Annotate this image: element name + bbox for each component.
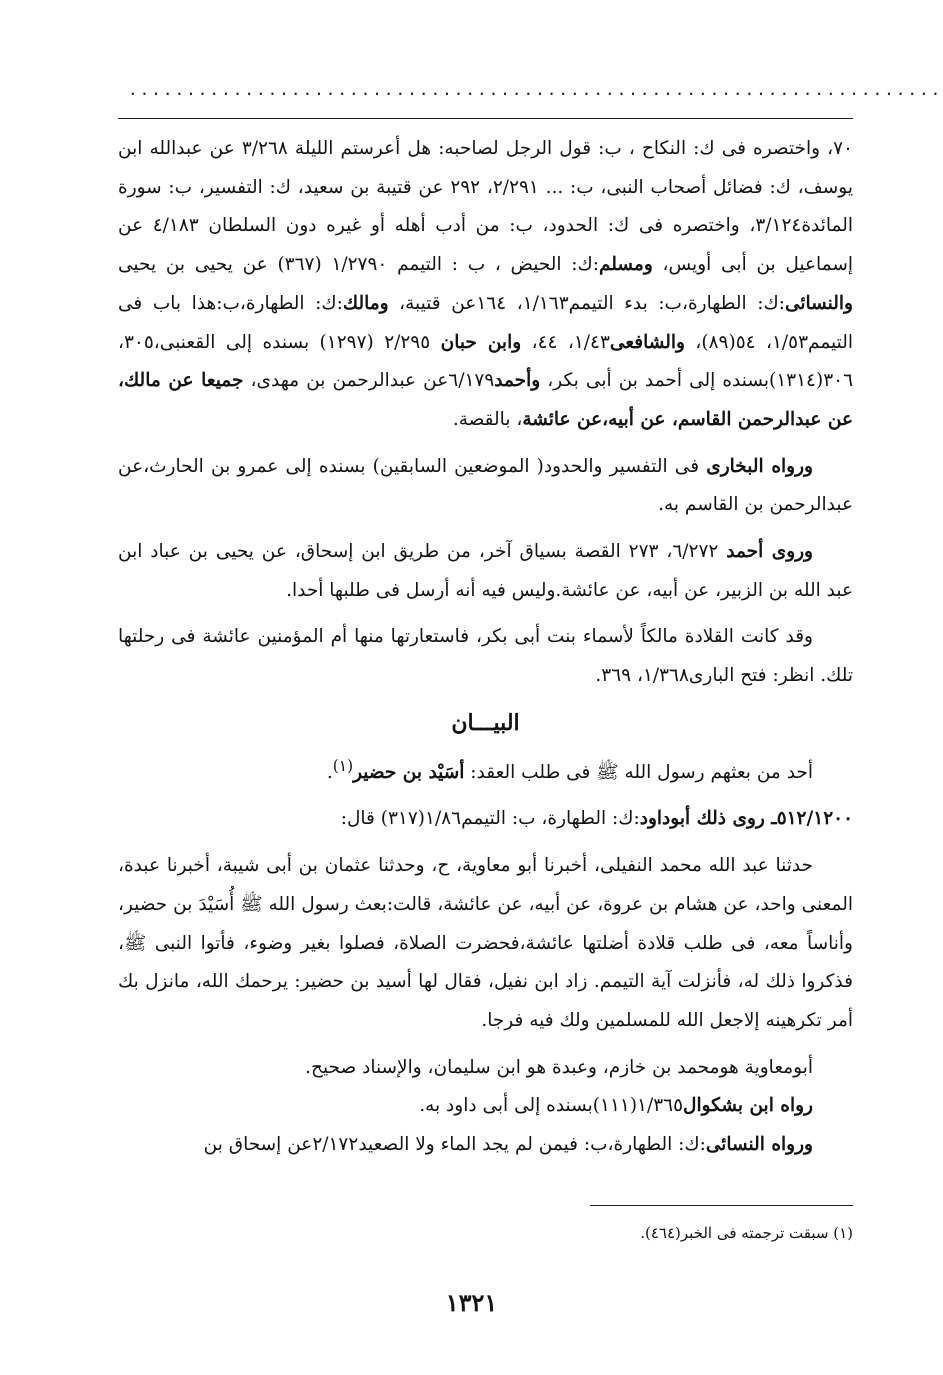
paragraph-references: ٧٠، واختصره فى ك: النكاح ، ب: قول الرجل لصاحبه: هل أعرستم الليلة ٣/٢٦٨ عن عبدالله ابن يوسف، ك: فضائل أصحاب النبى، ب: ... ٢/٢٩١، ٢٩٢ عن قتيبة بن سعيد، ك: التفسير، ب: سورة المائدة٣/١٢٤، واختصره فى ك: الحدود، ب: من أدب أهله أو غيره دون السلطان ٤/١٨٣ عن إسماعيل بن أبى أويس، ومسلم:ك: الحيض ، ب : التيمم ١/٢٧٩٠ (٣٦٧) عن يحيى بن يحيى والنسائى:ك: الطهارة،ب: بدء التيمم١/١٦٣، ١٦٤عن قتيبة، ومالك:ك: الطهارة،ب:هذا باب فى التيمم١/٥٣، ٥٤(٨٩)، والشافعى١/٤٣، ٤٤، وابن حبان ٢/٢٩٥ (١٢٩٧) بسنده إلى القعنبى،٣٠٥، ٣٠٦(١٣١٤)بسنده إلى أحمد بن أبى بكر، وأحمد٦/١٧٩عن عبدالرحمن بن مهدى، جميعا عن مالك، عن عبدالرحمن القاسم، عن أبيه،عن عائشة، بالقصة. bbox=[118, 138, 854, 430]
paragraph-ibn-bashkuwal: رواه ابن بشكوال١/٣٦٥(١١١)بسنده إلى أبى داود به. bbox=[419, 1095, 813, 1117]
paragraph-nasai: ورواه النسائى:ك: الطهارة،ب: فيمن لم يجد الماء ولا الصعيد٢/١٧٢عن إسحاق بن bbox=[203, 1134, 813, 1156]
paragraph-hadith-number: ٥١٢/١٢٠٠ـ روى ذلك أبوداود:ك: الطهارة، ب: التيمم١/٨٦(٣١٧) قال: bbox=[340, 808, 853, 830]
paragraph-necklace: وقد كانت القلادة مالكاً لأسماء بنت أبى بكر، فاستعارتها منها أم المؤمنين عائشة فى رحلتها تلك. انظر: فتح البارى١/٣٦٨، ٣٦٩. bbox=[118, 626, 853, 687]
footnote: (١) سبقت ترجمته فى الخبر(٤٦٤). bbox=[640, 1224, 853, 1242]
paragraph-statement: أحد من بعثهم رسول الله ﷺ فى طلب العقد: أسَيْد بن حضير$^{(١)}$. bbox=[326, 756, 813, 783]
paragraph-narrators: أبومعاوية هومحمد بن خازم، وعبدة هو ابن سليمان، والإسناد صحيح. bbox=[305, 1056, 813, 1078]
paragraph-hadith-text: حدثنا عبد الله محمد النفيلى، أخبرنا أبو معاوية، ح، وحدثنا عثمان بن أبى شيبة، أخبرنا عبدة، المعنى واحد، عن هشام بن عروة، عن أبيه، عن عائشة، قالت:بعث رسول الله ﷺ أُسَيْدَ بن حضير، وأناساً معه، فى طلب قلادة أضلتها عائشة،فحضرت الصلاة، فصلوا بغير وضوء، فأتوا النبى ﷺ، فذكروا ذلك له، فأنزلت آية التيمم. زاد ابن نفيل، فقال لها أسيد بن حضير: يرحمك الله، مانزل بك أمر تكرهينه إلاجعل الله للمسلمين ولك فيه فرجا. bbox=[118, 855, 853, 1031]
paragraph-ahmad: وروى أحمد ٦/٢٧٢، ٢٧٣ القصة بسياق آخر، من طريق ابن إسحاق، عن يحيى بن عباد ابن عبد الله بن الزبير، عن أبيه، عن عائشة.وليس فيه أنه أرسل فى طلبها أحدا. bbox=[118, 541, 853, 601]
header-dotted-line: ...................................................................... bbox=[128, 80, 943, 99]
footnote-rule bbox=[590, 1205, 853, 1206]
main-text bbox=[118, 130, 853, 1165]
page-number: ١٣٢١ bbox=[445, 1288, 498, 1317]
paragraph-bukhari: ورواه البخارى فى التفسير والحدود( الموضعين السابقين) بسنده إلى عمرو بن الحارث،عن عبدالرحمن بن القاسم به. bbox=[118, 455, 853, 516]
section-heading: البيـــان bbox=[451, 709, 520, 736]
header-rule bbox=[118, 118, 853, 119]
footnote-marker: (١) bbox=[332, 756, 354, 775]
